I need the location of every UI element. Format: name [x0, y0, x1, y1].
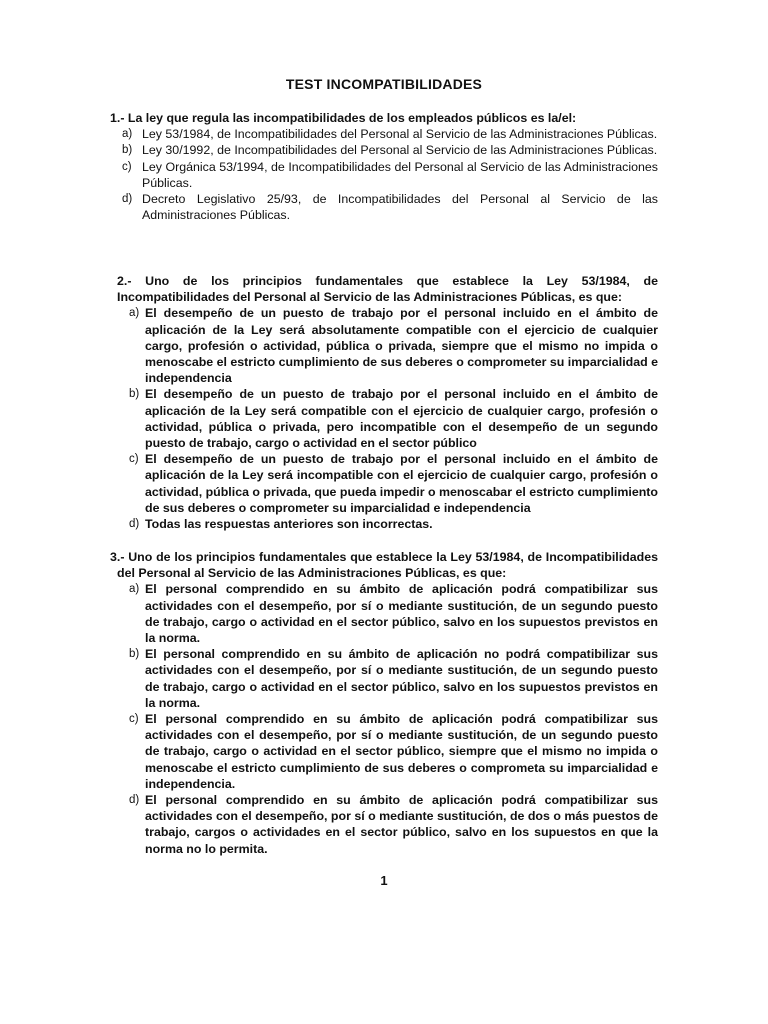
option-letter: c) [129, 453, 139, 466]
answer-option-a [110, 581, 658, 646]
option-letter: a) [129, 583, 140, 596]
option-text: El desempeño de un puesto de trabajo por el personal incluido en el ámbito de aplicación de la Ley será compatible con el ejercicio de cualquier cargo, profesión o actividad, pública o privada, pero incompatible con el desempeño de un segundo puesto de trabajo, cargo o actividad en el sector público [145, 387, 658, 451]
question-2 [117, 273, 658, 532]
option-text: Ley 30/1992, de Incompatibilidades del Personal al Servicio de las Administraciones Públicas. [142, 143, 658, 158]
option-text: El personal comprendido en su ámbito de aplicación podrá compatibilizar sus actividades con el desempeño, por sí o mediante sustitución, de un segundo puesto de trabajo, cargo o actividad en el sector público, salvo en los supuestos previstos en la norma. [145, 582, 658, 646]
document-title: TEST INCOMPATIBILIDADES [285, 76, 483, 92]
option-text: El personal comprendido en su ámbito de aplicación no podrá compatibilizar sus actividades con el desempeño, por sí o mediante sustitución, de un segundo puesto de trabajo, cargo o actividad en el sector público, salvo en los supuestos previstos en la norma. [145, 647, 658, 710]
answer-option-c [117, 451, 658, 516]
option-text: El personal comprendido en su ámbito de aplicación podrá compatibilizar sus actividades con el desempeño, por sí o mediante sustitución, de dos o más puestos de trabajo, cargos o actividades en el sector público, salvo en los supuestos en que la norma no lo permita. [145, 793, 658, 856]
option-letter: c) [122, 160, 132, 173]
question-stem: 3.- Uno de los principios fundamentales que establece la Ley 53/1984, de Incompatibilidades del Personal al Servicio de las Administraciones Públicas, es que: [110, 550, 658, 581]
option-text: El desempeño de un puesto de trabajo por el personal incluido en el ámbito de aplicación de la Ley será absolutamente compatible con el ejercicio de cualquier cargo, profesión o actividad, pública o privada, siempre que el mismo no impida o menoscabe el estricto cumplimiento de sus deberes o comprometer su imparcialidad e independencia [145, 306, 659, 386]
option-text: Todas las respuestas anteriores son incorrectas. [145, 517, 433, 532]
question-1 [110, 110, 658, 223]
answer-option-d [110, 191, 658, 223]
option-text: El personal comprendido en su ámbito de aplicación podrá compatibilizar sus actividades con el desempeño, por sí o mediante sustitución, de un segundo puesto de trabajo, cargo o actividad en el sector público, siempre que el mismo no impida o menoscabe el estricto cumplimiento de sus deberes o comprometa su imparcialidad e independencia. [145, 712, 658, 791]
question-stem: 2.- Uno de los principios fundamentales que establece la Ley 53/1984, de Incompatibilidades del Personal al Servicio de las Administraciones Públicas, es que: [117, 274, 658, 305]
option-letter: d) [122, 193, 133, 206]
option-letter: b) [129, 388, 140, 401]
option-text: El desempeño de un puesto de trabajo por el personal incluido en el ámbito de aplicación de la Ley será incompatible con el ejercicio de cualquier cargo, profesión o actividad, pública o privada, que pueda impedir o menoscabar el estricto cumplimiento de sus deberes o comprometer su imparcialidad e independencia [145, 452, 658, 515]
answer-options [117, 305, 658, 532]
answer-option-d [110, 792, 658, 857]
option-letter: c) [129, 713, 139, 726]
answer-option-c [110, 711, 658, 792]
answer-option-b [110, 142, 658, 158]
option-letter: b) [129, 648, 140, 661]
option-letter: a) [122, 128, 133, 141]
question-3 [110, 549, 658, 857]
option-letter: d) [129, 794, 140, 807]
option-letter: a) [129, 307, 140, 320]
option-text: Ley 53/1984, de Incompatibilidades del Personal al Servicio de las Administraciones Públicas. [142, 127, 658, 142]
answer-options [110, 581, 658, 856]
answer-option-a [110, 126, 658, 142]
option-text: Ley Orgánica 53/1994, de Incompatibilidades del Personal al Servicio de las Administraciones Públicas. [142, 159, 658, 190]
answer-option-a [117, 305, 658, 386]
answer-option-b [117, 386, 658, 451]
answer-option-c [110, 159, 658, 191]
option-letter: b) [122, 144, 133, 157]
answer-option-b [110, 646, 658, 711]
question-stem: 1.- La ley que regula las incompatibilidades de los empleados públicos es la/el: [110, 111, 577, 125]
option-text: Decreto Legislativo 25/93, de Incompatibilidades del Personal al Servicio de las Administraciones Públicas. [142, 192, 658, 223]
page-number: 1 [380, 873, 388, 888]
answer-option-d [117, 516, 658, 532]
answer-options [110, 126, 658, 223]
option-letter: d) [129, 518, 140, 531]
